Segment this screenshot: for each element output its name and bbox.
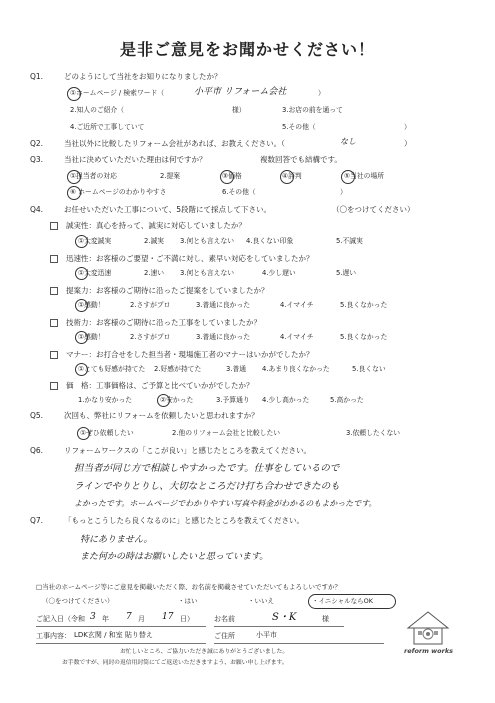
q3-option-1[interactable]: ①担当者の対応: [70, 172, 117, 180]
q3-option-3[interactable]: ③価格: [222, 172, 242, 180]
q4-item-3-option-5[interactable]: 5.良くなかった: [340, 301, 388, 309]
work-underline: [36, 643, 206, 644]
date-year: 3: [90, 612, 96, 622]
q4-item-3-checkbox[interactable]: [50, 287, 58, 295]
q4-item-5-heading: マナー：お打合せをした担当者・現場施工者のマナーはいかがでしたか？: [66, 350, 314, 359]
q4-item-2-checkbox[interactable]: [50, 255, 58, 263]
q1-option-5[interactable]: 5.その他（: [282, 123, 316, 131]
q4-item-5-option-3[interactable]: 3.普通: [226, 365, 247, 373]
name-suffix: 様: [322, 615, 329, 623]
address-underline: [214, 643, 384, 644]
q3-circle-4: [280, 170, 294, 184]
consent-option-no[interactable]: ・いいえ: [248, 597, 274, 605]
q4-item-1-checkbox[interactable]: [50, 222, 58, 230]
q2-answer: なし: [340, 137, 356, 146]
q4-item-2-option-5[interactable]: 5.遅い: [336, 269, 357, 277]
q6-answer-line-3: よかったです。ホームページでわかりやすい写真や料金がわかるのもよかったです。: [74, 499, 377, 508]
q4-item-3-option-1[interactable]: ①感動！: [78, 301, 105, 309]
reform-works-logo: [398, 608, 458, 658]
q4-item-5-circle: [75, 363, 88, 376]
q7-text: 「もっとこうしたら良くなるのに」と感じたところを教えてください。: [64, 516, 304, 525]
q4-item-3-option-4[interactable]: 4.イマイチ: [280, 301, 314, 309]
q3-option-other-close: ）: [340, 188, 347, 196]
name-value: S・K: [272, 612, 297, 623]
q4-item-6-heading: 価 格：工事価格は、ご予算と比べていかがでしたか？: [66, 381, 254, 390]
q1-number: Q1.: [30, 72, 44, 81]
q4-item-4-heading: 技術力：お客様のご期待に沿った工事をしていましたか？: [66, 318, 261, 327]
date-month-unit: 月: [138, 615, 145, 623]
q3-text: 当社に決めていただいた理由は何ですか？: [64, 155, 207, 164]
q6-number: Q6.: [30, 446, 44, 455]
q4-item-2-circle: [75, 267, 88, 280]
date-label: ご記入日（令和: [36, 615, 85, 623]
thanks-note-1: お忙しいところ、ご協力いただき誠にありがとうございました。: [120, 649, 289, 655]
q4-note: （〇をつけてください）: [332, 205, 415, 214]
q4-item-4-option-5[interactable]: 5.良くなかった: [340, 333, 388, 341]
q3-option-2[interactable]: 2.提案: [160, 172, 181, 180]
q6-text: リフォームワークスの「ここが良い」と感じたところを教えてください。: [64, 446, 312, 455]
q4-item-4-option-3[interactable]: 3.普通に良かった: [196, 333, 251, 341]
q4-item-2-option-1[interactable]: ①大変迅速: [78, 269, 112, 277]
q3-option-5[interactable]: ⑤当社の場所: [344, 172, 385, 180]
q1-option-4[interactable]: 4.ご近所で工事していて: [70, 123, 145, 131]
q3-note: 複数回答でも結構です。: [260, 155, 342, 164]
q2-number: Q2.: [30, 139, 44, 148]
q4-item-4-option-2[interactable]: 2.さすがプロ: [130, 333, 171, 341]
q3-circle-3: [220, 170, 234, 184]
q1-option-3[interactable]: 3.お店の前を通って: [282, 106, 343, 114]
q1-selection-circle: [67, 87, 81, 101]
address-label: ご住所: [214, 632, 235, 640]
q5-option-2[interactable]: 2.他のリフォーム会社と比較したい: [172, 429, 281, 437]
date-year-unit: 年: [102, 615, 109, 623]
q5-text: 次回も、弊社にリフォームを依頼したいと思われますか？: [64, 411, 259, 420]
q4-item-2-option-4[interactable]: 4.少し遅い: [262, 269, 296, 277]
q4-item-2-option-3[interactable]: 3.何とも言えない: [180, 269, 235, 277]
q4-item-6-option-4[interactable]: 4.少し高かった: [262, 396, 310, 404]
q1-option-2-close: 様）: [232, 106, 246, 114]
q4-item-5-option-4[interactable]: 4.あまり良くなかった: [262, 365, 330, 373]
q1-option-1-close: ）: [318, 89, 325, 97]
q4-item-1-option-5[interactable]: 5.不誠実: [336, 237, 363, 245]
q4-item-1-option-3[interactable]: 3.何とも言えない: [180, 237, 235, 245]
q4-item-1-option-4[interactable]: 4.良くない印象: [246, 237, 294, 245]
q3-option-6[interactable]: ⑥ ホームページのわかりやすさ: [70, 188, 167, 196]
name-label: お名前: [214, 615, 235, 623]
work-label: 工事内容：: [36, 632, 71, 640]
q1-text: どのようにして当社をお知りになりましたか？: [64, 72, 222, 81]
q5-option-1[interactable]: ①ぜひ依頼したい: [80, 429, 134, 437]
q4-number: Q4.: [30, 205, 44, 214]
q4-item-2-heading: 迅速性：お客様のご要望・ご不満に対し、素早い対応をしていましたか？: [66, 254, 314, 263]
q4-item-5-checkbox[interactable]: [50, 351, 58, 359]
work-value: LDK玄関 / 和室 貼り替え: [74, 631, 153, 639]
q4-item-4-checkbox[interactable]: [50, 319, 58, 327]
q5-number: Q5.: [30, 411, 44, 420]
q4-item-6-checkbox[interactable]: [50, 382, 58, 390]
q4-text: お任せいただいた工事について、5段階にて採点して下さい。: [64, 205, 271, 214]
date-day-unit: 日）: [180, 615, 194, 623]
q4-item-5-option-2[interactable]: 2.好感が持てた: [154, 365, 202, 373]
q5-option-3[interactable]: 3.依頼したくない: [346, 429, 401, 437]
consent-selected-circle: [308, 594, 396, 609]
q3-circle-1: [67, 170, 81, 184]
q4-item-1-heading: 誠実性：真心を持って、誠実に対応していましたか？: [66, 221, 246, 230]
q1-option-2[interactable]: 2.知人のご紹介（: [70, 106, 125, 114]
q6-answer-line-2: ラインでやりとりし、大切なところだけ打ち合わせできたのも: [74, 481, 340, 492]
q1-option-1-answer: 小平市 リフォーム会社: [194, 87, 287, 97]
date-month: 7: [126, 612, 132, 622]
q4-item-4-circle: [75, 331, 88, 344]
logo-text: reform works: [404, 647, 454, 655]
q4-item-6-option-3[interactable]: 3.予算通り: [216, 396, 250, 404]
date-day: 17: [162, 612, 174, 622]
q3-circle-5: [341, 170, 355, 184]
consent-question: □当社のホームページ等にご意見を掲載いただく際、お名前を掲載させていただいてもよろしいですか？: [36, 583, 342, 591]
address-value: 小平市: [256, 631, 277, 639]
q4-item-3-heading: 提案力：お客様のご期待に沿ったご提案をしていましたか？: [66, 286, 269, 295]
consent-note: （〇をつけてください）: [42, 597, 114, 605]
q4-item-5-option-1[interactable]: ①とても好感が持てた: [78, 365, 146, 373]
q6-answer-line-1: 担当者が同じ方で相談しやすかったです。仕事をしているので: [74, 463, 340, 474]
q4-item-4-option-1[interactable]: ①感動！: [78, 333, 105, 341]
consent-option-yes[interactable]: ・はい: [178, 597, 198, 605]
q4-item-3-option-3[interactable]: 3.普通に良かった: [196, 301, 251, 309]
q1-option-1[interactable]: ①ホームページ / 検索ワード（: [70, 89, 165, 97]
q2-close: ）: [404, 139, 412, 148]
q3-circle-6: [67, 186, 81, 200]
q4-item-5-option-5[interactable]: 5.良くない: [352, 365, 386, 373]
q4-item-3-circle: [75, 299, 88, 312]
q4-item-6-option-2[interactable]: ②安かった: [160, 396, 194, 404]
q4-item-1-option-2[interactable]: 2.誠実: [144, 237, 165, 245]
q7-answer-line-1: 特にありません。: [80, 535, 153, 545]
q4-item-1-circle: [75, 235, 88, 248]
q4-item-6-circle: [157, 394, 170, 407]
q3-number: Q3.: [30, 155, 44, 164]
q3-option-other[interactable]: 6.その他（: [222, 188, 256, 196]
q1-option-5-close: ）: [404, 123, 411, 131]
q4-item-4-option-4[interactable]: 4.イマイチ: [280, 333, 314, 341]
q4-item-6-option-1[interactable]: 1.かなり安かった: [78, 396, 133, 404]
q4-item-1-option-1[interactable]: ①大変誠実: [78, 237, 112, 245]
page-title: 是非ご意見をお聞かせください！: [119, 40, 375, 59]
name-underline: [214, 626, 344, 627]
q4-item-3-option-2[interactable]: 2.さすがプロ: [130, 301, 171, 309]
date-underline: [36, 626, 206, 627]
q4-item-2-option-2[interactable]: 2.速い: [144, 269, 165, 277]
q3-option-4[interactable]: ④評判: [282, 172, 302, 180]
consent-option-initial[interactable]: ・イニシャルならOK: [312, 597, 373, 605]
q7-answer-line-2: また何かの時はお願いしたいと思っています。: [80, 552, 269, 562]
q5-circle: [77, 427, 90, 440]
q2-text: 当社以外に比較したリフォーム会社があれば、お教えください。（: [64, 139, 285, 148]
house-logo-icon: [398, 608, 458, 648]
q7-number: Q7.: [30, 516, 44, 525]
q4-item-6-option-5[interactable]: 5.高かった: [330, 396, 364, 404]
thanks-note-2: お手数ですが、同封の返信用封筒にてご返送いただきますよう、お願い申し上げます。: [62, 660, 288, 666]
